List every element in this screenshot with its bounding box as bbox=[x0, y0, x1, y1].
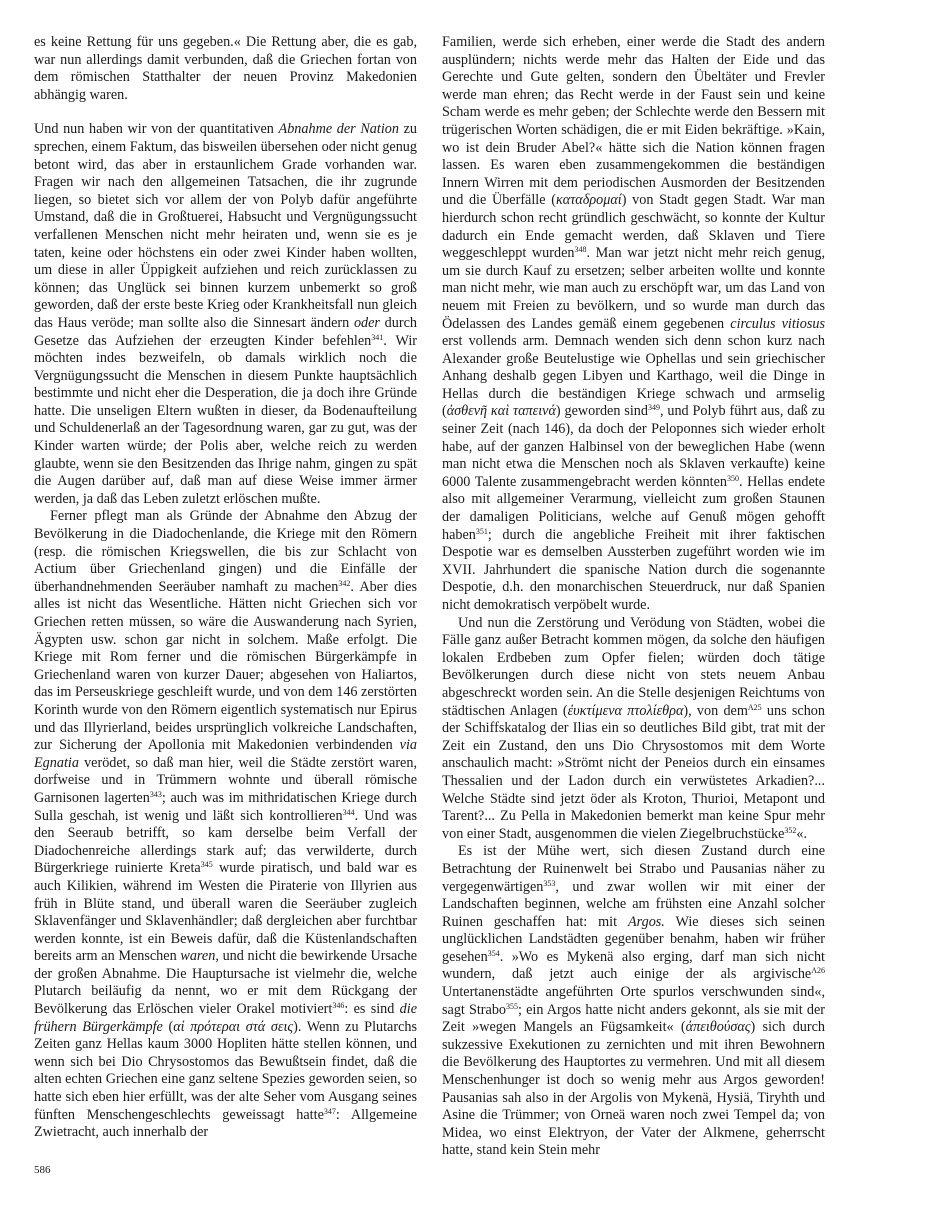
footnote-ref: 347 bbox=[323, 1106, 336, 1116]
text-run: ; durch die angebliche Freiheit mit ihrer faktischen Despotie war es demselben Aussterben zugeführt worden wie im XVII. Jahrhundert die spanische Nation durch die sogenannte Despotie, d.h. den monarchischen Steuerdruck, nur daß Spanien nicht demokratisch verpöbelt wurde. bbox=[442, 526, 825, 613]
left-column bbox=[34, 34, 417, 1142]
text-run: . »Wo es Mykenä also erging, darf man sich nicht wundern, daß jetzt auch einige der als argivische bbox=[442, 948, 825, 983]
text-run: : es sind bbox=[344, 1001, 400, 1018]
emphasis: ἐυκτίμενα πτολίεθρα bbox=[567, 702, 684, 719]
footnote-ref: 344 bbox=[342, 807, 355, 817]
text-run: ), von dem bbox=[683, 702, 748, 719]
text-run: , und Polyb führt aus, daß zu seiner Zeit (nach 146), da doch der Peloponnes sich wieder erholt habe, auf der ganzen Halbinsel von der beweglichen Habe (wenn man nicht etwa die Menschen noch als Sklaven verkaufte) keine 6000 Talente zusammengebracht werden könnten bbox=[442, 403, 825, 490]
text-run: und nicht die bewirkende Ursache der großen Abnahme. Die Hauptursache ist vielmehr die, welche Plutarch beiläufig da nennt, wo er mit dem Rückgang der Bevölkerung das Erlöschen vieler Orakel motiviert bbox=[34, 948, 418, 1018]
text-run: Und nun haben wir von der quantitativen bbox=[34, 121, 279, 138]
paragraph bbox=[34, 34, 417, 104]
paragraph bbox=[34, 508, 417, 1141]
footnote-ref: 343 bbox=[149, 789, 162, 799]
text-run: Wie dieses sich seinen unglücklichen Landstädten gegenüber benahm, haben wir früher gesehen bbox=[442, 913, 825, 965]
page-number: 586 bbox=[34, 1164, 51, 1176]
footnote-ref: 354 bbox=[487, 948, 500, 958]
paragraph bbox=[442, 615, 825, 844]
text-run: . Aber dies alles ist nicht das Wesentliche. Hätten nicht Griechen sich vor Griechen retten müssen, so wäre die Auswanderung nach Syrien, Ägypten usw. schon gar nicht in solchem. Maße erfolgt. Die Kriege mit Rom ferner und die römischen Bürgerkämpfe in Griechenland waren von kurzer Dauer; abgesehen von Haliartos, das im Perseuskriege geschleift wurde, und von dem 146 zerstörten Korinth wurde von den Römern eigentlich systematisch nur Epirus und das Illyrierland, beides ursprünglich volkreiche Landschaften, zur Sicherung der Apollonia mit Makedonien verbindenden bbox=[34, 578, 417, 754]
footnote-ref: 345 bbox=[200, 860, 213, 870]
text-run: erst vollends arm. Demnach wenden sich denn schon kurz nach Alexander große Beutelustige wie Ophellas und sein griechischer Anhang deshalb gegen Libyen und Karthago, weil die Dinge in Hellas durch die beständigen Kriege schwach und armselig ( bbox=[442, 333, 825, 420]
text-run: . Und was den Seeraub betrifft, so kam derselbe beim Verfall der Diadochenreiche allerdings stark auf; das verwilderte, durch Bürgerkriege ruinierte Kreta bbox=[34, 807, 418, 877]
text-run: uns schon der Schiffskatalog der Ilias ein so deutliches Bild gibt, trat mit der Zeit ein Zustand, den uns Dio Chrysostomos mit dem Worte anschaulich macht: »Strömt nicht der Peneios durch ein einsames Thessalien und der Ladon durch ein verwüstetes Arkadien?... Welche Städte sind jetzt öder als Kroton, Thurioi, Metapont und Tarent?... Zu Pella in Makedonien bemerkt man keine Spur mehr von einer Stadt, ausgenommen die vielen Ziegelbruchstücke bbox=[442, 702, 825, 842]
text-run: . Man war jetzt nicht mehr reich genug, um sie durch Kauf zu ersetzen; selber arbeiten wollte und konnte man nicht mehr, wie man auch zu erschöpft war, um das Land von neuem mit Freien zu bevölkern, und so wurde man durch das Ödelassen des Landes gemäß einem gegebenen bbox=[442, 245, 825, 332]
emphasis: die frühern Bürgerkämpfe bbox=[34, 1001, 417, 1035]
text-run: , und zwar wollen wir mit einer der Landschaften beginnen, welche am frühsten eine Anzahl solcher Ruinen geschaffen hat: mit bbox=[442, 878, 825, 930]
emphasis: Argos. bbox=[627, 913, 665, 930]
footnote-ref: 352 bbox=[784, 825, 797, 835]
footnote-ref: A25 bbox=[747, 702, 762, 712]
footnote-ref: 346 bbox=[332, 1001, 345, 1011]
footnote-ref: 353 bbox=[543, 878, 556, 888]
footnote-ref: 351 bbox=[475, 526, 488, 536]
text-run: ( bbox=[162, 1018, 174, 1035]
text-run: : Allgemeine Zwietracht, auch innerhalb der bbox=[34, 1106, 418, 1141]
text-run: Familien, werde sich erheben, einer werde die Stadt des andern ausplündern; nichts werde mehr das Halten der Eide und das Gerechte und Gute gelten, sondern den Übeltäter und Frevler werde man ehren; das Recht werde in der Faust sein und keine Scham werde es mehr geben; der Schlechte werde den Bessern mit trügerischen Worten schädigen, die er mit Eiden bekräftige. »Kain, wo ist dein Bruder Abel?« hätte sich die Nation können fragen lassen. Es waren eben zusammengekommen die beständigen Innern Wirren mit dem periodischen Ausmorden der Besitzenden und die Überfälle ( bbox=[442, 34, 825, 209]
text-run: . Hellas endete also mit allgemeiner Verarmung, vielleicht zum großen Staunen der damaligen Politicians, welche auf Genuß mögen gehofft haben bbox=[442, 473, 825, 543]
text-run: ; ein Argos hatte nicht anders gekonnt, als sie mit der Zeit »wegen Mangels an Fügsamkeit« ( bbox=[442, 1001, 825, 1036]
footnote-ref: 350 bbox=[727, 473, 739, 483]
text-run: verödet, so daß man hier, weil die Städte zerstört waren, dorfweise und in Trümmern wohnte und überall römische Garnisonen lagerten bbox=[34, 754, 417, 806]
footnote-ref: 342 bbox=[338, 578, 351, 588]
paragraph bbox=[442, 34, 825, 615]
text-run: . Wir möchten indes bezweifeln, ob damals wirklich noch die Vergnügungssucht die Menschen in diesem Punkte hauptsächlich bestimmte und nicht eher die Desperation, die ja doch ihre Gründe hatte. Die unseligen Eltern wußten in dieser, da Bodenaufteilung und Schuldenerlaß an der Tagesordnung waren, gar zu gut, was der Kinder warten würde; der Polis aber, welche reich zu werden glaubte, wenn sie den Besitzenden das Ihrige nahm, gingen zu spät die Augen darüber auf, daß man auf diese Weise immer ärmer werden, ja daß das Leben zuletzt erlöschen mußte. bbox=[34, 332, 417, 507]
text-run: ). Wenn zu Plutarchs Zeiten ganz Hellas kaum 3000 Hopliten hätte stellen können, und wenn sich bei Dio Chrysostomos das Bewußtsein findet, daß die alten echten Griechen eine ganz seltene Spezies geworden seien, so hatte sich eben hier erfüllt, was der alte Seher vom Ausgang seines fünften Menschengeschlechts geweissagt hatte bbox=[34, 1018, 417, 1123]
text-run: wurde piratisch, und bald war es auch Kilikien, während im Westen die Piraterie von Illyrien aus früh in Blüte stand, und überall waren die Seeräuber zugleich Sklavenfänger und Sklavenhändler; daß dergleichen aber furchtbar werden konnte, ist ein Beweis dafür, daß die Küstenlandschaften bereits arm an Menschen bbox=[34, 860, 417, 965]
footnote-ref: 341 bbox=[371, 332, 384, 342]
emphasis: καταδρομαί bbox=[555, 192, 622, 209]
footnote-ref: 349 bbox=[647, 403, 660, 413]
text-run: Untertanenstädte angeführten Orte spurlos verschwunden sind«, sagt Strabo bbox=[442, 984, 825, 1018]
emphasis: circulus vitiosus bbox=[730, 315, 825, 332]
text-run: Und nun die Zerstörung und Verödung von Städten, wobei die Fälle ganz außer Betracht kommen mögen, da solche den häufigen lokalen Erdbeben zum Opfer fielen; würden doch tätige Bevölkerungen durch diese nicht von stets neuem Anbau abgeschreckt worden sein. An die Stelle desjenigen Reichtums von städtischen Anlagen ( bbox=[442, 614, 825, 719]
paragraph bbox=[34, 121, 417, 508]
text-run: ) sich durch sukzessive Exekutionen zu zernichten und mit ihren Bewohnern die Bevölkerung des Hauptortes zu vermehren. Und mit all diesem Menschenhunger ist doch so wenig mehr aus Argos geworden! Pausanias sah also in der Argolis von Mykenä, Hysiä, Tiryhth und Asine die Trümmer; von Orneä waren noch zwei Tempel da; von Midea, wo einst Elektryon, der Vater der Alkmene, geherrscht hatte, stand kein Stein mehr bbox=[442, 1019, 825, 1159]
footnote-ref: A26 bbox=[811, 966, 825, 976]
text-run: Es ist der Mühe wert, sich diesen Zustand durch eine Betrachtung der Ruinenwelt bei Strabo und Pausanias näher zu vergegenwärtigen bbox=[442, 843, 825, 895]
right-column bbox=[442, 34, 825, 1160]
text-run: «. bbox=[796, 825, 808, 842]
text-run: ) von Stadt gegen Stadt. War man hierdurch schon recht gründlich geschwächt, so konnte der Kultur dadurch ein Ende gemacht werden, daß Sklaven und Tiere weggeschleppt wurden bbox=[442, 192, 825, 262]
text-run: durch Gesetze das Aufziehen der erzeugten Kinder befehlen bbox=[34, 314, 417, 349]
text-run: es keine Rettung für uns gegeben.« Die Rettung aber, die es gab, war nun allerdings damit verbunden, daß die Griechen fortan von dem römischen Statthalter der neuen Provinz Makedonien abhängig waren. bbox=[34, 34, 417, 103]
emphasis: via Egnatia bbox=[34, 737, 417, 771]
emphasis: ἀπειθούσας bbox=[685, 1019, 751, 1036]
emphasis: waren, bbox=[180, 948, 219, 965]
text-run: Ferner pflegt man als Gründe der Abnahme den Abzug der Bevölkerung in die Diadochenlande, die Kriege mit den Römern (resp. die römischen Kriegswellen, die bis zur Schlacht von Actium über Griechenland gingen) und die Einfälle der überhandnehmenden Seeräuber namhaft zu machen bbox=[34, 508, 417, 595]
footnote-ref: 348 bbox=[574, 245, 587, 255]
footnote-ref: 355 bbox=[506, 1001, 519, 1011]
emphasis: αἱ πρότεραι στά σεις bbox=[173, 1018, 294, 1035]
emphasis: ἀσθενῆ καὶ ταπεινά bbox=[446, 403, 556, 420]
emphasis: Abnahme der Nation bbox=[278, 121, 399, 138]
text-run: zu sprechen, einem Faktum, das bisweilen übersehen oder nicht genug betont wird, das aber in erstaunlichem Grade vorhanden war. Fragen wir nach den allgemeinen Tatsachen, die ihr zugrunde liegen, so bietet sich vor allem der von Polyb dafür angeführte Umstand, daß die in Großtuerei, Habsucht und Vergnügungssucht verfallenen Menschen nicht mehr heiraten und, wenn sie es je taten, keine oder höchstens ein oder zwei Kinder haben wollten, um diese in aller Üppigkeit aufziehen und reich zurücklassen zu können; das Unglück sei binnen kurzem unbemerkt so groß geworden, daß der erste beste Krieg oder Krankheitsfall nun gleich das Haus veröde; man sollte also die Sinnesart ändern bbox=[34, 121, 418, 331]
text-run: ; auch was im mithridatischen Kriege durch Sulla geschah, ist wenig und läßt sich kontrollieren bbox=[34, 789, 417, 824]
paragraph bbox=[442, 843, 825, 1160]
text-run: ) geworden sind bbox=[555, 403, 648, 420]
emphasis: oder bbox=[353, 314, 380, 331]
